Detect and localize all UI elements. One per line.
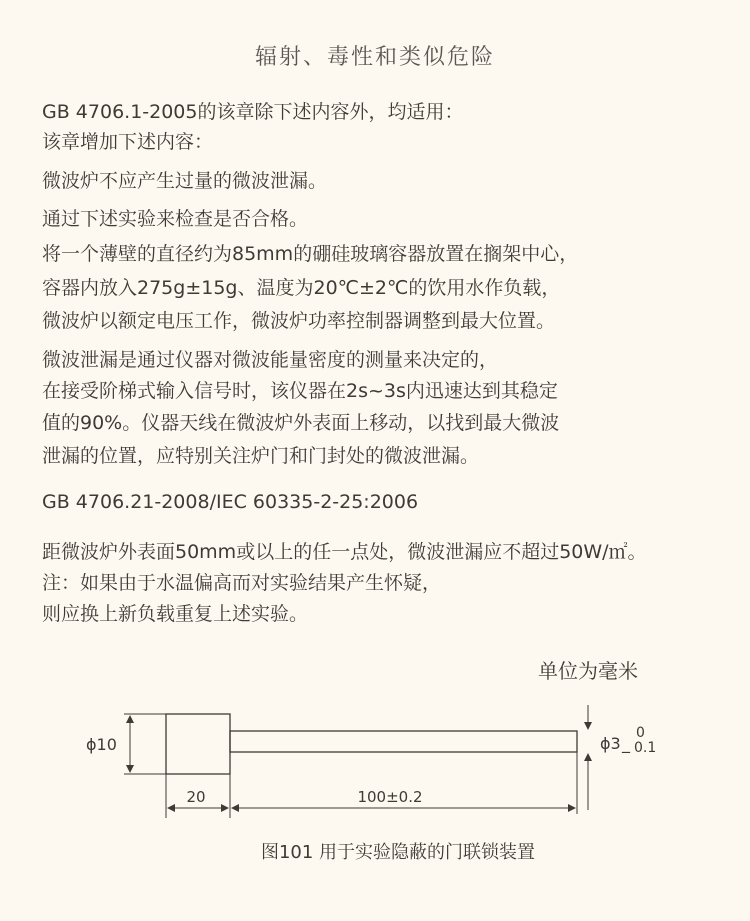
figure-caption: 图101 用于实验隐蔽的门联锁装置: [260, 842, 536, 863]
text-line-requirement: 微波炉不应产生过量的微波泄漏。: [42, 170, 328, 192]
text-line-note-2: 则应换上新负载重复上述实验。: [42, 603, 309, 625]
text-line-addition: 该章增加下述内容：: [42, 131, 214, 153]
text-line-measurement-4: 泄漏的位置，应特别关注炉门和门封处的微波泄漏。: [42, 445, 480, 467]
text-line-measurement-3: 值的90%。仪器天线在微波炉外表面上移动，以找到最大微波: [42, 412, 560, 434]
unit-label: 单位为毫米: [538, 659, 638, 683]
text-line-procedure-1: 将一个薄壁的直径约为85mm的硼硅玻璃容器放置在搁架中心，: [42, 243, 579, 265]
probe-head: [166, 714, 230, 774]
test-probe-diagram: [0, 650, 750, 917]
dim-label-diameter-head: ϕ10: [86, 735, 117, 754]
text-line-measurement-2: 在接受阶梯式输入信号时，该仪器在2s~3s内迅速达到其稳定: [42, 380, 558, 402]
probe-shaft: [230, 731, 577, 752]
page-title: 辐射、毒性和类似危险: [254, 45, 495, 70]
dim-label-shaft-length: 100±0.2: [357, 788, 423, 806]
tolerance-upper: 0: [636, 725, 645, 741]
text-line-scope: GB 4706.1-2005的该章除下述内容外，均适用：: [42, 101, 464, 123]
text-line-procedure-3: 微波炉以额定电压工作，微波炉功率控制器调整到最大位置。: [42, 310, 556, 332]
probe-drawing: [0, 650, 750, 917]
tolerance-lower: 0.1: [634, 740, 657, 756]
dim-label-head-length: 20: [186, 788, 206, 806]
tolerance-separator: _: [622, 734, 630, 753]
text-line-measurement-1: 微波泄漏是通过仪器对微波能量密度的测量来决定的，: [42, 349, 499, 371]
text-line-standard-ref: GB 4706.21-2008/IEC 60335-2-25:2006: [42, 491, 419, 513]
text-line-limit: 距微波炉外表面50mm或以上的任一点处，微波泄漏应不超过50W/㎡。: [42, 541, 647, 563]
text-line-check: 通过下述实验来检查是否合格。: [42, 208, 309, 230]
text-line-note-1: 注：如果由于水温偏高而对实验结果产生怀疑，: [42, 572, 442, 594]
text-line-procedure-2: 容器内放入275g±15g、温度为20℃±2℃的饮用水作负载，: [42, 277, 561, 299]
dim-label-diameter-shaft: ϕ3: [600, 734, 621, 753]
